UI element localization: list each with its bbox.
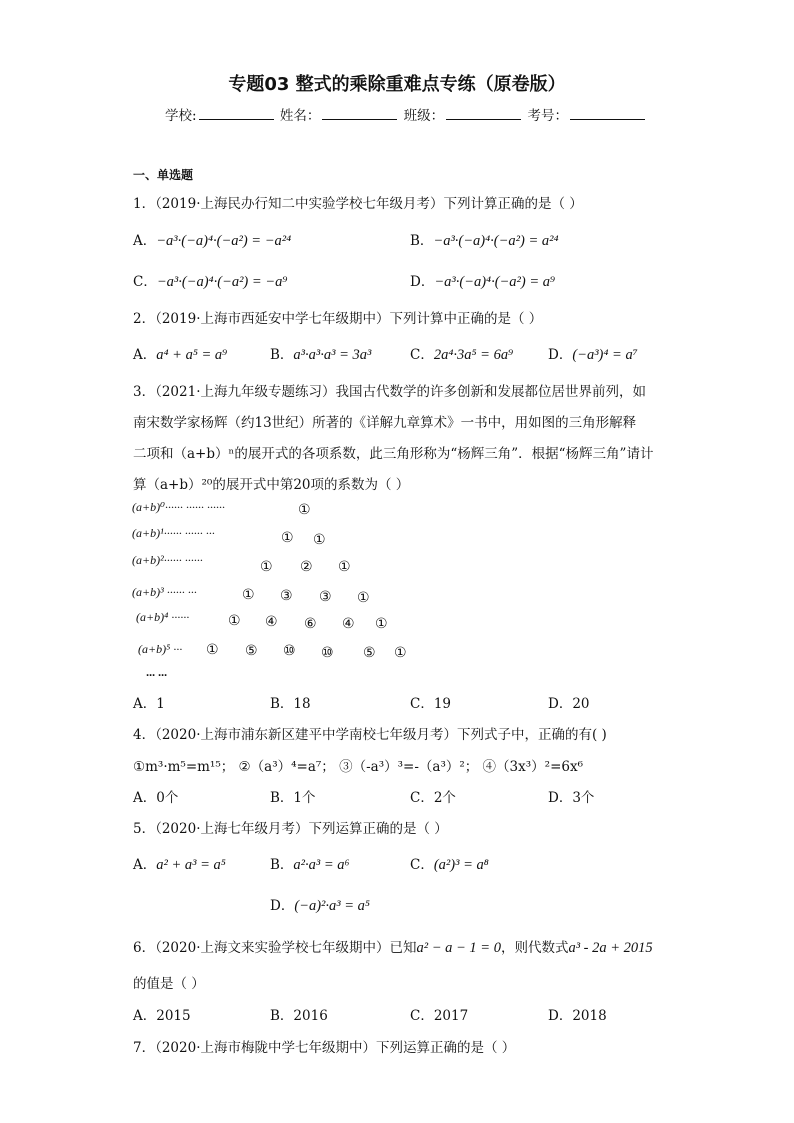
q6-stem: 6．（2020·上海文来实验学校七年级期中）已知a² − a − 1 = 0，则代数式a³ - 2a + 2015 [133,940,653,956]
q3-option-c: C．19 [410,696,452,712]
student-info-line [165,104,647,124]
q4-stem: 4．（2020·上海市浦东新区建平中学南校七年级月考）下列式子中，正确的有( ) [133,727,607,743]
triangle-number: ⑩ [321,645,334,661]
q3-option-a: A．1 [133,696,165,712]
triangle-number: ① [206,642,219,658]
triangle-row-label: (a+b)³ ······ ··· [132,585,197,599]
q6-option-b: B．2016 [270,1008,328,1024]
q3-line-2: 南宋数学家杨辉（约13世纪）所著的《详解九章算术》一书中，用如图的三角形解释 [133,415,637,431]
triangle-number: ⑥ [304,616,317,632]
triangle-number: ⑩ [283,643,296,659]
q5-option-b: B．a²·a³ = a⁶ [270,857,350,873]
q2-option-d: D．(−a³)⁴ = a⁷ [548,347,638,363]
name-blank [322,107,397,120]
triangle-row-label: (a+b)⁴ ······ [136,610,190,624]
q2-option-b: B．a³·a³·a³ = 3a³ [270,347,372,363]
q2-stem: 2．（2019·上海市西延安中学七年级期中）下列计算中正确的是（ ） [133,311,543,327]
q3-line-4: 算（a+b）²⁰的展开式中第20项的系数为（ ） [133,477,410,493]
q1-option-b: B．−a³·(−a)⁴·(−a²) = a²⁴ [410,233,559,249]
q1-option-d: D．−a³·(−a)⁴·(−a²) = a⁹ [410,274,556,290]
triangle-number: ① [313,532,326,548]
class-blank [446,107,521,120]
q1-option-a: A．−a³·(−a)⁴·(−a²) = −a²⁴ [133,233,292,249]
q6-option-d: D．2018 [548,1008,607,1024]
q4-statements: ①m³·m⁵=m¹⁵； ②（a³）⁴=a⁷； ③（-a³）³=-（a³）²； ④（3x³）²=6x⁶ [133,759,584,775]
name-label: 姓名： [279,108,321,124]
q4-option-c: C．2个 [410,790,456,806]
q2-option-a: A．a⁴ + a⁵ = a⁹ [133,347,228,363]
triangle-row-label: (a+b)⁵ ··· [138,642,183,656]
school-blank [199,107,274,120]
triangle-row-label: (a+b)⁰······ ······ ······ [132,500,225,514]
section-heading: 一、单选题 [133,168,194,182]
q4-option-d: D．3个 [548,790,595,806]
q6-option-c: C．2017 [410,1008,469,1024]
class-label: 班级： [403,108,445,124]
triangle-number: ③ [319,589,332,605]
school-label: 学校: [165,108,197,124]
q5-stem: 5．（2020·上海七年级月考）下列运算正确的是（ ） [133,821,448,837]
triangle-number: ① [357,590,370,606]
triangle-number: ① [260,559,273,575]
q6-line-2: 的值是（ ） [133,976,205,992]
triangle-number: ③ [280,588,293,604]
triangle-row-label: (a+b)¹······ ······ ··· [132,526,215,540]
q4-option-a: A．0个 [133,790,179,806]
q4-option-b: B．1个 [270,790,316,806]
q3-line-3: 二项和（a+b）ⁿ的展开式的各项系数，此三角形称为“杨辉三角”．根据“杨辉三角”请计 [133,446,654,462]
triangle-row-label: (a+b)²······ ······ [132,553,203,567]
triangle-number: ① [281,530,294,546]
q3-option-b: B．18 [270,696,311,712]
q7-stem: 7．（2020·上海市梅陇中学七年级期中）下列运算正确的是（ ） [133,1040,516,1056]
triangle-number: ① [375,616,388,632]
triangle-number: ② [300,559,313,575]
q1-stem: 1．（2019·上海民办行知二中实验学校七年级月考）下列计算正确的是（ ） [133,196,583,212]
q5-option-a: A．a² + a³ = a⁵ [133,857,226,873]
triangle-number: ⑤ [363,645,376,661]
triangle-number: ⑤ [245,643,258,659]
triangle-number: ① [394,645,407,661]
q5-option-d: D．(−a)²·a³ = a⁵ [270,898,370,914]
q6-option-a: A．2015 [133,1008,191,1024]
page-title: 专题03 整式的乘除重难点专练（原卷版） [228,74,566,95]
triangle-number: ① [242,587,255,603]
triangle-number: ① [298,502,311,518]
q3-option-d: D．20 [548,696,590,712]
q1-option-c: C．−a³·(−a)⁴·(−a²) = −a⁹ [133,274,288,290]
triangle-number: ① [338,559,351,575]
triangle-number: ① [228,613,241,629]
triangle-tail-dots: ··· ··· [146,668,167,682]
triangle-number: ④ [342,616,355,632]
exam-no-label: 考号： [527,108,568,124]
exam-no-blank [570,107,645,120]
q5-option-c: C．(a²)³ = a⁸ [410,857,489,873]
triangle-number: ④ [265,614,278,630]
q2-option-c: C．2a⁴·3a⁵ = 6a⁹ [410,347,514,363]
q3-line-1: 3．（2021·上海九年级专题练习）我国古代数学的许多创新和发展都位居世界前列，如 [133,384,646,400]
